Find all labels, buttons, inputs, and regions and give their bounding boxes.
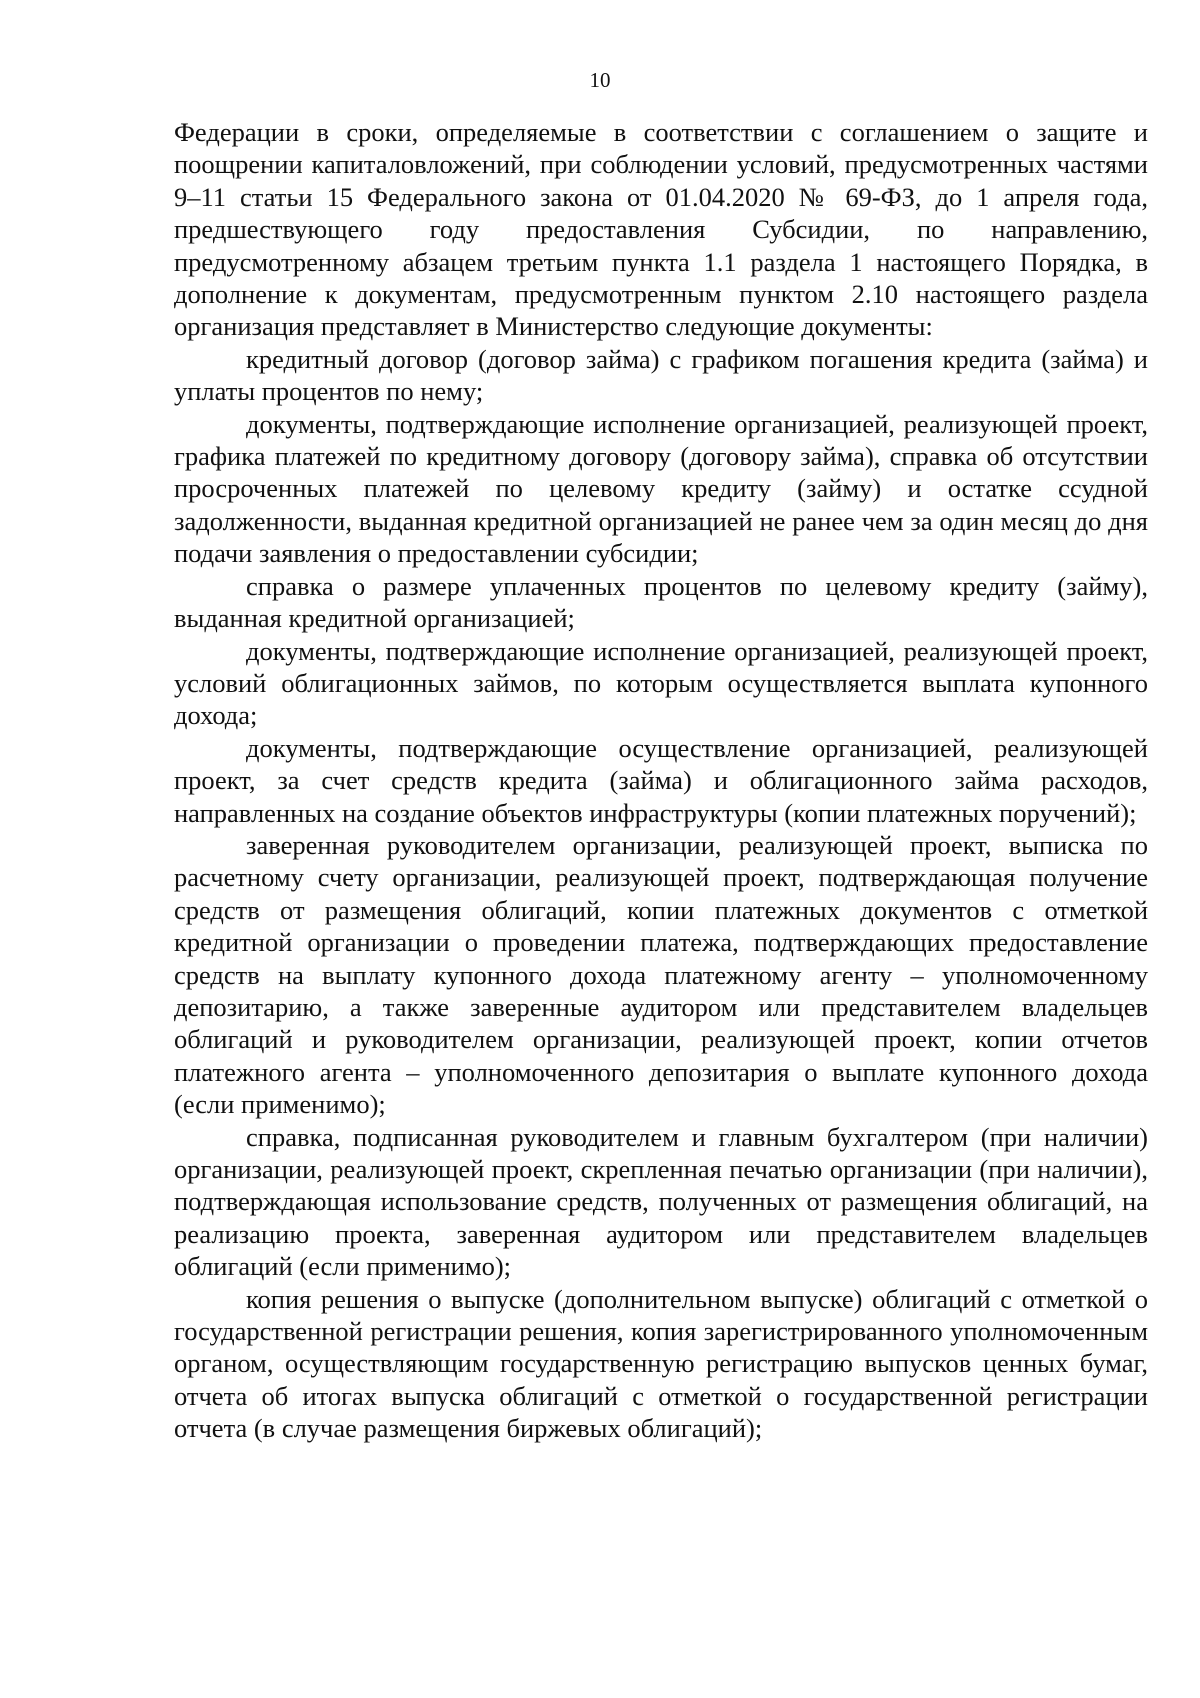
paragraph-list-item: справка о размере уплаченных процентов по целевому кредиту (займу), выданная кредитной организацией; (174, 570, 1148, 634)
paragraph-list-item: копия решения о выпуске (дополнительном выпуске) облигаций с отметкой о государственной регистрации решения, копия зарегистрированного уполномоченным органом, осуществляющим государственную регистрацию выпусков ценных бумаг, отчета об итогах выпуска облигаций с отметкой о государственной регистрации отчета (в случае размещения биржевых облигаций); (174, 1283, 1148, 1444)
paragraph-list-item: документы, подтверждающие исполнение организацией, реализующей проект, условий облигационных займов, по которым осуществляется выплата купонного дохода; (174, 635, 1148, 731)
paragraph-list-item: документы, подтверждающие исполнение организацией, реализующей проект, графика платежей по кредитному договору (договору займа), справка об отсутствии просроченных платежей по целевому кредиту (займу) и остатке ссудной задолженности, выданная кредитной организацией не ранее чем за один месяц до дня подачи заявления о предоставлении субсидии; (174, 408, 1148, 569)
document-body (174, 116, 1148, 1445)
page-number: 10 (589, 68, 611, 92)
paragraph-list-item: документы, подтверждающие осуществление организацией, реализующей проект, за счет средств кредита (займа) и облигационного займа расходов, направленных на создание объектов инфраструктуры (копии платежных поручений); (174, 732, 1148, 828)
paragraph-continuation: Федерации в сроки, определяемые в соответствии с соглашением о защите и поощрении капиталовложений, при соблюдении условий, предусмотренных частями 9–11 статьи 15 Федерального закона от 01.04.2020 № 69-ФЗ, до 1 апреля года, предшествующего году предоставления Субсидии, по направлению, предусмотренному абзацем третьим пункта 1.1 раздела 1 настоящего Порядка, в дополнение к документам, предусмотренным пунктом 2.10 настоящего раздела организация представляет в Министерство следующие документы: (174, 117, 1148, 342)
paragraph-list-item: кредитный договор (договор займа) с графиком погашения кредита (займа) и уплаты процентов по нему; (174, 343, 1148, 407)
paragraph-list-item: заверенная руководителем организации, реализующей проект, выписка по расчетному счету организации, реализующей проект, подтверждающая получение средств от размещения облигаций, копии платежных документов с отметкой кредитной организации о проведении платежа, подтверждающих предоставление средств на выплату купонного дохода платежному агенту – уполномоченному депозитарию, а также заверенные аудитором или представителем владельцев облигаций и руководителем организации, реализующей проект, копии отчетов платежного агента – уполномоченного депозитария о выплате купонного дохода (если применимо); (174, 829, 1148, 1120)
paragraph-list-item: справка, подписанная руководителем и главным бухгалтером (при наличии) организации, реализующей проект, скрепленная печатью организации (при наличии), подтверждающая использование средств, полученных от размещения облигаций, на реализацию проекта, заверенная аудитором или представителем владельцев облигаций (если применимо); (174, 1121, 1148, 1282)
